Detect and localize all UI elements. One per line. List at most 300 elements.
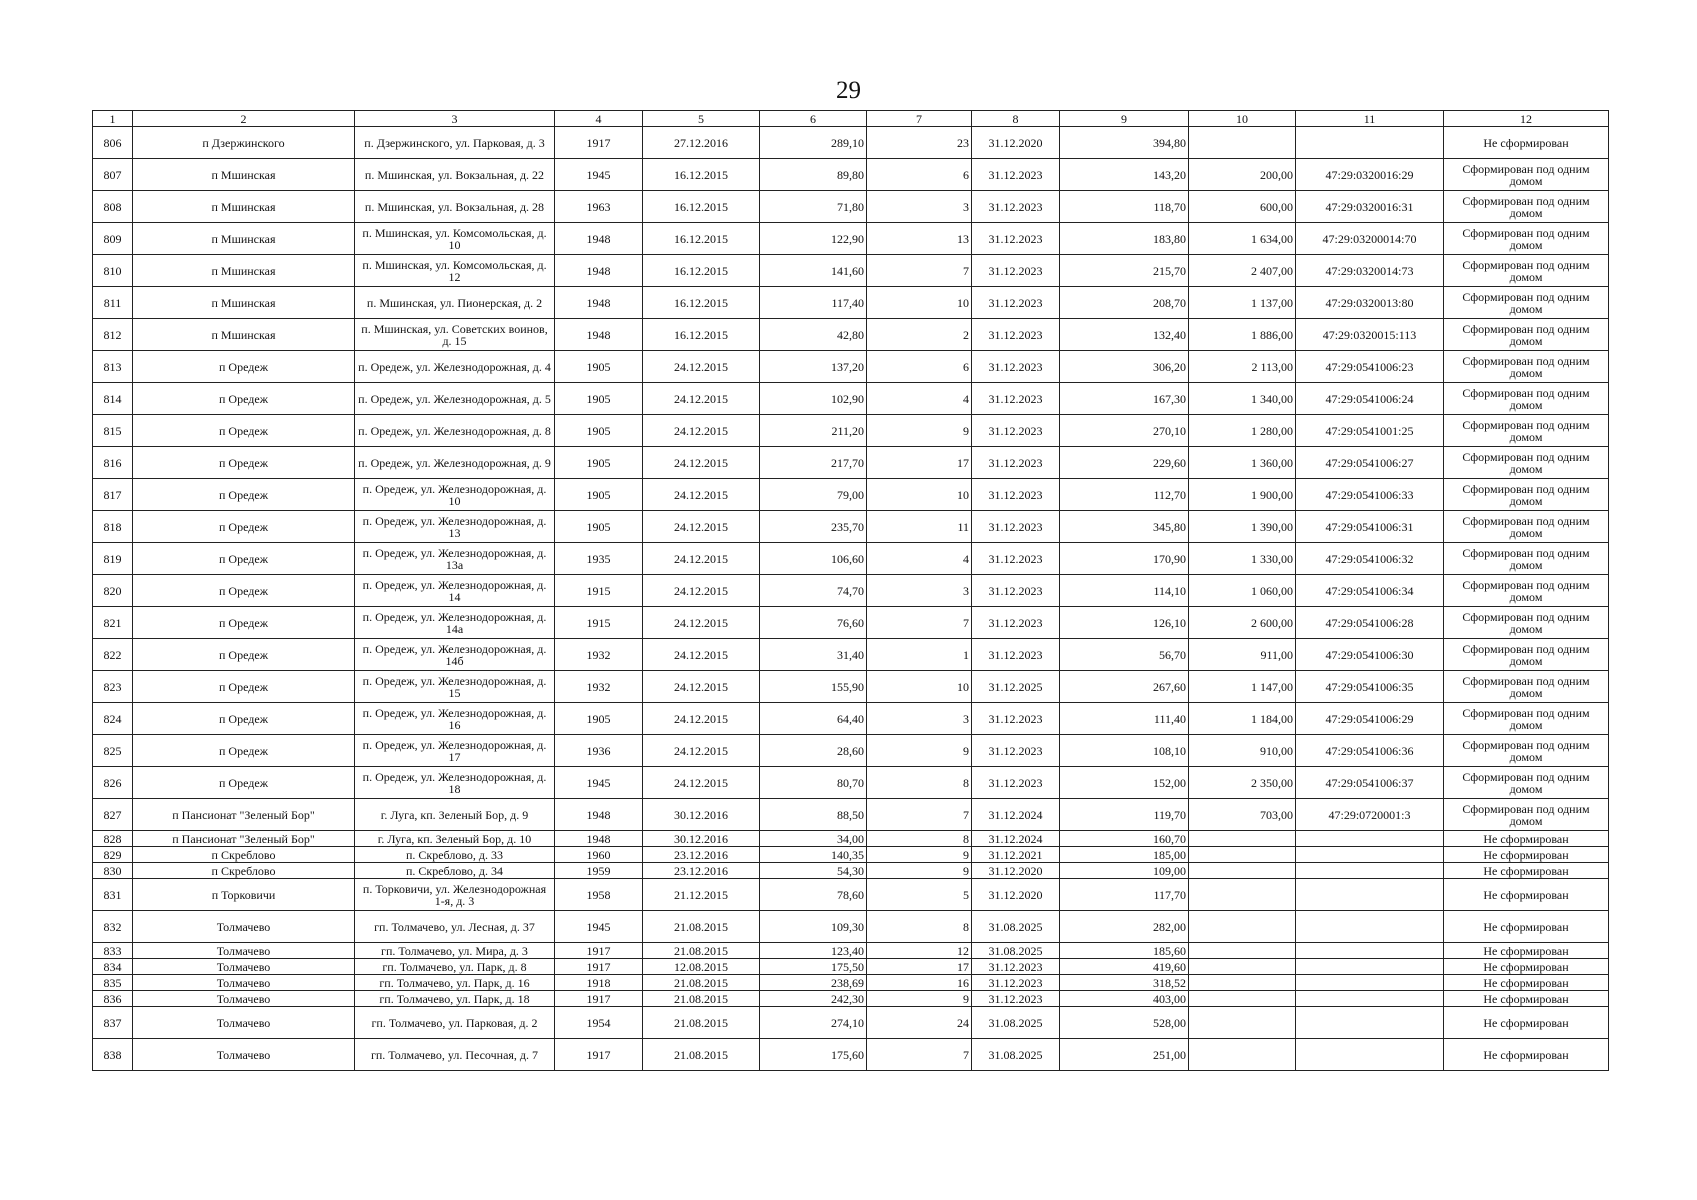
row-number-cell: 838: [93, 1039, 133, 1071]
status-cell: Не сформирован: [1444, 847, 1609, 863]
residents-cell: 24: [867, 1007, 972, 1039]
table-row: [93, 1039, 1609, 1071]
area-cell: 74,70: [760, 575, 867, 607]
residents-cell: 17: [867, 447, 972, 479]
address-cell: п. Оредеж, ул. Железнодорожная, д. 17: [355, 735, 555, 767]
address-cell: п. Оредеж, ул. Железнодорожная, д. 14а: [355, 607, 555, 639]
status-cell: Сформирован под одним домом: [1444, 671, 1609, 703]
total-area-cell: 318,52: [1060, 975, 1189, 991]
residents-cell: 10: [867, 671, 972, 703]
cadastral-number-cell: [1296, 943, 1444, 959]
status-cell: Не сформирован: [1444, 879, 1609, 911]
plan-date-cell: 31.12.2023: [972, 191, 1060, 223]
land-area-cell: 1 340,00: [1189, 383, 1296, 415]
status-cell: Сформирован под одним домом: [1444, 255, 1609, 287]
table-row: [93, 287, 1609, 319]
land-area-cell: [1189, 975, 1296, 991]
locality-cell: п Оредеж: [133, 639, 355, 671]
land-area-cell: 1 360,00: [1189, 447, 1296, 479]
year-cell: 1905: [555, 351, 643, 383]
total-area-cell: 306,20: [1060, 351, 1189, 383]
table-row: [93, 415, 1609, 447]
row-number-cell: 820: [93, 575, 133, 607]
area-cell: 141,60: [760, 255, 867, 287]
year-cell: 1958: [555, 879, 643, 911]
cadastral-number-cell: [1296, 959, 1444, 975]
year-cell: 1915: [555, 607, 643, 639]
area-cell: 54,30: [760, 863, 867, 879]
cadastral-number-cell: 47:29:0320016:29: [1296, 159, 1444, 191]
address-cell: г. Луга, кп. Зеленый Бор, д. 10: [355, 831, 555, 847]
row-number-cell: 831: [93, 879, 133, 911]
year-cell: 1960: [555, 847, 643, 863]
row-number-cell: 836: [93, 991, 133, 1007]
residents-cell: 10: [867, 287, 972, 319]
row-number-cell: 837: [93, 1007, 133, 1039]
locality-cell: п Оредеж: [133, 703, 355, 735]
area-cell: 211,20: [760, 415, 867, 447]
cadastral-number-cell: [1296, 831, 1444, 847]
year-cell: 1917: [555, 991, 643, 1007]
year-cell: 1917: [555, 127, 643, 159]
address-cell: гп. Толмачево, ул. Парковая, д. 2: [355, 1007, 555, 1039]
plan-date-cell: 31.12.2023: [972, 703, 1060, 735]
column-header: 7: [867, 111, 972, 127]
locality-cell: п Скреблово: [133, 863, 355, 879]
land-area-cell: 2 113,00: [1189, 351, 1296, 383]
status-cell: Сформирован под одним домом: [1444, 607, 1609, 639]
residents-cell: 13: [867, 223, 972, 255]
cadastral-number-cell: 47:29:0720001:3: [1296, 799, 1444, 831]
cadastral-number-cell: [1296, 991, 1444, 1007]
table-row: [93, 639, 1609, 671]
plan-date-cell: 31.08.2025: [972, 1007, 1060, 1039]
year-cell: 1954: [555, 1007, 643, 1039]
plan-date-cell: 31.08.2025: [972, 1039, 1060, 1071]
area-cell: 88,50: [760, 799, 867, 831]
land-area-cell: 2 350,00: [1189, 767, 1296, 799]
date-cell: 24.12.2015: [643, 671, 760, 703]
locality-cell: п Пансионат "Зеленый Бор": [133, 831, 355, 847]
row-number-cell: 832: [93, 911, 133, 943]
row-number-cell: 833: [93, 943, 133, 959]
land-area-cell: [1189, 911, 1296, 943]
residents-cell: 9: [867, 735, 972, 767]
plan-date-cell: 31.12.2024: [972, 799, 1060, 831]
status-cell: Не сформирован: [1444, 831, 1609, 847]
column-header: 9: [1060, 111, 1189, 127]
date-cell: 24.12.2015: [643, 543, 760, 575]
date-cell: 24.12.2015: [643, 447, 760, 479]
land-area-cell: [1189, 959, 1296, 975]
total-area-cell: 143,20: [1060, 159, 1189, 191]
column-header: 12: [1444, 111, 1609, 127]
year-cell: 1935: [555, 543, 643, 575]
area-cell: 80,70: [760, 767, 867, 799]
area-cell: 122,90: [760, 223, 867, 255]
housing-registry-table: [92, 110, 1609, 1071]
cadastral-number-cell: 47:29:0541006:35: [1296, 671, 1444, 703]
total-area-cell: 118,70: [1060, 191, 1189, 223]
table-row: [93, 863, 1609, 879]
year-cell: 1905: [555, 703, 643, 735]
locality-cell: п Оредеж: [133, 447, 355, 479]
row-number-cell: 822: [93, 639, 133, 671]
total-area-cell: 394,80: [1060, 127, 1189, 159]
area-cell: 28,60: [760, 735, 867, 767]
row-number-cell: 826: [93, 767, 133, 799]
cadastral-number-cell: 47:29:0320013:80: [1296, 287, 1444, 319]
plan-date-cell: 31.12.2021: [972, 847, 1060, 863]
cadastral-number-cell: 47:29:0541006:36: [1296, 735, 1444, 767]
plan-date-cell: 31.12.2023: [972, 735, 1060, 767]
cadastral-number-cell: 47:29:0320016:31: [1296, 191, 1444, 223]
land-area-cell: 2 407,00: [1189, 255, 1296, 287]
cadastral-number-cell: 47:29:0541006:33: [1296, 479, 1444, 511]
total-area-cell: 229,60: [1060, 447, 1189, 479]
locality-cell: п Мшинская: [133, 159, 355, 191]
row-number-cell: 807: [93, 159, 133, 191]
land-area-cell: 1 886,00: [1189, 319, 1296, 351]
page-number: 29: [836, 77, 861, 104]
year-cell: 1959: [555, 863, 643, 879]
cadastral-number-cell: 47:29:0541006:30: [1296, 639, 1444, 671]
date-cell: 21.08.2015: [643, 943, 760, 959]
land-area-cell: [1189, 943, 1296, 959]
date-cell: 16.12.2015: [643, 223, 760, 255]
residents-cell: 16: [867, 975, 972, 991]
date-cell: 16.12.2015: [643, 319, 760, 351]
row-number-cell: 817: [93, 479, 133, 511]
table-row: [93, 319, 1609, 351]
land-area-cell: [1189, 1007, 1296, 1039]
residents-cell: 7: [867, 799, 972, 831]
year-cell: 1917: [555, 1039, 643, 1071]
status-cell: Сформирован под одним домом: [1444, 447, 1609, 479]
land-area-cell: 1 184,00: [1189, 703, 1296, 735]
year-cell: 1963: [555, 191, 643, 223]
date-cell: 27.12.2016: [643, 127, 760, 159]
locality-cell: п Оредеж: [133, 767, 355, 799]
year-cell: 1948: [555, 831, 643, 847]
status-cell: Сформирован под одним домом: [1444, 511, 1609, 543]
residents-cell: 9: [867, 847, 972, 863]
locality-cell: п Оредеж: [133, 575, 355, 607]
total-area-cell: 251,00: [1060, 1039, 1189, 1071]
status-cell: Сформирован под одним домом: [1444, 319, 1609, 351]
table-row: [93, 191, 1609, 223]
area-cell: 155,90: [760, 671, 867, 703]
area-cell: 76,60: [760, 607, 867, 639]
date-cell: 23.12.2016: [643, 847, 760, 863]
total-area-cell: 208,70: [1060, 287, 1189, 319]
address-cell: п. Оредеж, ул. Железнодорожная, д. 18: [355, 767, 555, 799]
date-cell: 21.08.2015: [643, 1039, 760, 1071]
residents-cell: 8: [867, 831, 972, 847]
table-row: [93, 255, 1609, 287]
status-cell: Сформирован под одним домом: [1444, 543, 1609, 575]
residents-cell: 12: [867, 943, 972, 959]
cadastral-number-cell: 47:29:0541006:37: [1296, 767, 1444, 799]
date-cell: 24.12.2015: [643, 575, 760, 607]
address-cell: п. Оредеж, ул. Железнодорожная, д. 4: [355, 351, 555, 383]
cadastral-number-cell: 47:29:0541001:25: [1296, 415, 1444, 447]
address-cell: п. Оредеж, ул. Железнодорожная, д. 10: [355, 479, 555, 511]
year-cell: 1905: [555, 479, 643, 511]
date-cell: 21.08.2015: [643, 911, 760, 943]
land-area-cell: [1189, 879, 1296, 911]
total-area-cell: 345,80: [1060, 511, 1189, 543]
land-area-cell: 910,00: [1189, 735, 1296, 767]
column-header: 1: [93, 111, 133, 127]
locality-cell: Толмачево: [133, 1007, 355, 1039]
address-cell: г. Луга, кп. Зеленый Бор, д. 9: [355, 799, 555, 831]
row-number-cell: 816: [93, 447, 133, 479]
row-number-cell: 829: [93, 847, 133, 863]
plan-date-cell: 31.12.2023: [972, 975, 1060, 991]
locality-cell: п Мшинская: [133, 191, 355, 223]
residents-cell: 23: [867, 127, 972, 159]
total-area-cell: 185,00: [1060, 847, 1189, 863]
area-cell: 102,90: [760, 383, 867, 415]
table-row: [93, 943, 1609, 959]
row-number-cell: 806: [93, 127, 133, 159]
address-cell: п. Мшинская, ул. Вокзальная, д. 28: [355, 191, 555, 223]
cadastral-number-cell: 47:29:0541006:29: [1296, 703, 1444, 735]
address-cell: п. Торковичи, ул. Железнодорожная 1-я, д. 3: [355, 879, 555, 911]
row-number-cell: 835: [93, 975, 133, 991]
year-cell: 1918: [555, 975, 643, 991]
row-number-cell: 828: [93, 831, 133, 847]
land-area-cell: 1 900,00: [1189, 479, 1296, 511]
address-cell: п. Мшинская, ул. Советских воинов, д. 15: [355, 319, 555, 351]
locality-cell: п Мшинская: [133, 287, 355, 319]
row-number-cell: 830: [93, 863, 133, 879]
status-cell: Сформирован под одним домом: [1444, 415, 1609, 447]
cadastral-number-cell: [1296, 911, 1444, 943]
locality-cell: п Оредеж: [133, 607, 355, 639]
plan-date-cell: 31.12.2023: [972, 543, 1060, 575]
residents-cell: 6: [867, 159, 972, 191]
area-cell: 78,60: [760, 879, 867, 911]
total-area-cell: 282,00: [1060, 911, 1189, 943]
plan-date-cell: 31.12.2023: [972, 767, 1060, 799]
row-number-cell: 811: [93, 287, 133, 319]
locality-cell: п Оредеж: [133, 511, 355, 543]
table-row: [93, 511, 1609, 543]
date-cell: 12.08.2015: [643, 959, 760, 975]
residents-cell: 4: [867, 383, 972, 415]
table-row: [93, 383, 1609, 415]
total-area-cell: 111,40: [1060, 703, 1189, 735]
locality-cell: Толмачево: [133, 991, 355, 1007]
plan-date-cell: 31.12.2023: [972, 319, 1060, 351]
plan-date-cell: 31.08.2025: [972, 943, 1060, 959]
residents-cell: 1: [867, 639, 972, 671]
date-cell: 30.12.2016: [643, 799, 760, 831]
year-cell: 1948: [555, 255, 643, 287]
date-cell: 21.08.2015: [643, 991, 760, 1007]
land-area-cell: [1189, 991, 1296, 1007]
table-row: [93, 991, 1609, 1007]
row-number-cell: 827: [93, 799, 133, 831]
plan-date-cell: 31.12.2023: [972, 991, 1060, 1007]
date-cell: 24.12.2015: [643, 351, 760, 383]
cadastral-number-cell: [1296, 1007, 1444, 1039]
cadastral-number-cell: [1296, 863, 1444, 879]
address-cell: п. Оредеж, ул. Железнодорожная, д. 16: [355, 703, 555, 735]
column-header: 10: [1189, 111, 1296, 127]
plan-date-cell: 31.12.2023: [972, 511, 1060, 543]
land-area-cell: 703,00: [1189, 799, 1296, 831]
year-cell: 1917: [555, 943, 643, 959]
address-cell: п. Оредеж, ул. Железнодорожная, д. 9: [355, 447, 555, 479]
table-row: [93, 127, 1609, 159]
row-number-cell: 815: [93, 415, 133, 447]
residents-cell: 3: [867, 191, 972, 223]
total-area-cell: 114,10: [1060, 575, 1189, 607]
address-cell: п. Оредеж, ул. Железнодорожная, д. 5: [355, 383, 555, 415]
status-cell: Не сформирован: [1444, 991, 1609, 1007]
table-row: [93, 447, 1609, 479]
plan-date-cell: 31.12.2020: [972, 879, 1060, 911]
address-cell: гп. Толмачево, ул. Мира, д. 3: [355, 943, 555, 959]
area-cell: 42,80: [760, 319, 867, 351]
area-cell: 109,30: [760, 911, 867, 943]
residents-cell: 9: [867, 415, 972, 447]
table-row: [93, 767, 1609, 799]
area-cell: 175,50: [760, 959, 867, 975]
locality-cell: п Торковичи: [133, 879, 355, 911]
address-cell: п. Оредеж, ул. Железнодорожная, д. 15: [355, 671, 555, 703]
locality-cell: Толмачево: [133, 1039, 355, 1071]
land-area-cell: 1 060,00: [1189, 575, 1296, 607]
land-area-cell: 200,00: [1189, 159, 1296, 191]
table-row: [93, 223, 1609, 255]
year-cell: 1905: [555, 383, 643, 415]
area-cell: 137,20: [760, 351, 867, 383]
plan-date-cell: 31.12.2023: [972, 351, 1060, 383]
table-row: [93, 1007, 1609, 1039]
total-area-cell: 183,80: [1060, 223, 1189, 255]
date-cell: 24.12.2015: [643, 479, 760, 511]
year-cell: 1945: [555, 911, 643, 943]
residents-cell: 7: [867, 1039, 972, 1071]
column-header: 8: [972, 111, 1060, 127]
land-area-cell: [1189, 847, 1296, 863]
total-area-cell: 56,70: [1060, 639, 1189, 671]
row-number-cell: 824: [93, 703, 133, 735]
status-cell: Сформирован под одним домом: [1444, 767, 1609, 799]
locality-cell: п Мшинская: [133, 319, 355, 351]
address-cell: п. Оредеж, ул. Железнодорожная, д. 8: [355, 415, 555, 447]
residents-cell: 5: [867, 879, 972, 911]
total-area-cell: 132,40: [1060, 319, 1189, 351]
total-area-cell: 117,70: [1060, 879, 1189, 911]
area-cell: 175,60: [760, 1039, 867, 1071]
cadastral-number-cell: 47:29:0541006:28: [1296, 607, 1444, 639]
status-cell: Не сформирован: [1444, 863, 1609, 879]
table-header: [93, 111, 1609, 127]
table-row: [93, 703, 1609, 735]
address-cell: гп. Толмачево, ул. Парк, д. 8: [355, 959, 555, 975]
date-cell: 24.12.2015: [643, 639, 760, 671]
table-row: [93, 879, 1609, 911]
address-cell: п. Мшинская, ул. Пионерская, д. 2: [355, 287, 555, 319]
land-area-cell: 1 137,00: [1189, 287, 1296, 319]
locality-cell: п Оредеж: [133, 383, 355, 415]
address-cell: гп. Толмачево, ул. Парк, д. 18: [355, 991, 555, 1007]
total-area-cell: 108,10: [1060, 735, 1189, 767]
address-cell: п. Мшинская, ул. Комсомольская, д. 12: [355, 255, 555, 287]
table-row: [93, 479, 1609, 511]
cadastral-number-cell: 47:29:0541006:27: [1296, 447, 1444, 479]
residents-cell: 2: [867, 319, 972, 351]
column-header: 11: [1296, 111, 1444, 127]
cadastral-number-cell: [1296, 1039, 1444, 1071]
locality-cell: п Оредеж: [133, 671, 355, 703]
year-cell: 1932: [555, 671, 643, 703]
year-cell: 1905: [555, 511, 643, 543]
area-cell: 140,35: [760, 847, 867, 863]
locality-cell: п Мшинская: [133, 223, 355, 255]
locality-cell: Толмачево: [133, 943, 355, 959]
land-area-cell: 1 147,00: [1189, 671, 1296, 703]
row-number-cell: 819: [93, 543, 133, 575]
land-area-cell: 1 280,00: [1189, 415, 1296, 447]
date-cell: 24.12.2015: [643, 767, 760, 799]
cadastral-number-cell: 47:29:03200014:70: [1296, 223, 1444, 255]
land-area-cell: [1189, 1039, 1296, 1071]
plan-date-cell: 31.12.2023: [972, 639, 1060, 671]
cadastral-number-cell: 47:29:0541006:34: [1296, 575, 1444, 607]
address-cell: п. Оредеж, ул. Железнодорожная, д. 14: [355, 575, 555, 607]
total-area-cell: 528,00: [1060, 1007, 1189, 1039]
locality-cell: п Скреблово: [133, 847, 355, 863]
date-cell: 24.12.2015: [643, 735, 760, 767]
status-cell: Не сформирован: [1444, 943, 1609, 959]
area-cell: 238,69: [760, 975, 867, 991]
plan-date-cell: 31.12.2023: [972, 159, 1060, 191]
year-cell: 1945: [555, 159, 643, 191]
date-cell: 21.08.2015: [643, 975, 760, 991]
address-cell: п. Мшинская, ул. Вокзальная, д. 22: [355, 159, 555, 191]
cadastral-number-cell: 47:29:0320015:113: [1296, 319, 1444, 351]
total-area-cell: 167,30: [1060, 383, 1189, 415]
cadastral-number-cell: 47:29:0320014:73: [1296, 255, 1444, 287]
address-cell: п. Оредеж, ул. Железнодорожная, д. 14б: [355, 639, 555, 671]
table-row: [93, 799, 1609, 831]
area-cell: 34,00: [760, 831, 867, 847]
locality-cell: Толмачево: [133, 975, 355, 991]
date-cell: 24.12.2015: [643, 607, 760, 639]
area-cell: 235,70: [760, 511, 867, 543]
column-header: 3: [355, 111, 555, 127]
area-cell: 71,80: [760, 191, 867, 223]
table-row: [93, 351, 1609, 383]
address-cell: п. Оредеж, ул. Железнодорожная, д. 13а: [355, 543, 555, 575]
status-cell: Сформирован под одним домом: [1444, 703, 1609, 735]
area-cell: 217,70: [760, 447, 867, 479]
table-row: [93, 159, 1609, 191]
cadastral-number-cell: [1296, 879, 1444, 911]
row-number-cell: 814: [93, 383, 133, 415]
status-cell: Сформирован под одним домом: [1444, 639, 1609, 671]
residents-cell: 7: [867, 255, 972, 287]
area-cell: 289,10: [760, 127, 867, 159]
table-row: [93, 607, 1609, 639]
residents-cell: 3: [867, 575, 972, 607]
